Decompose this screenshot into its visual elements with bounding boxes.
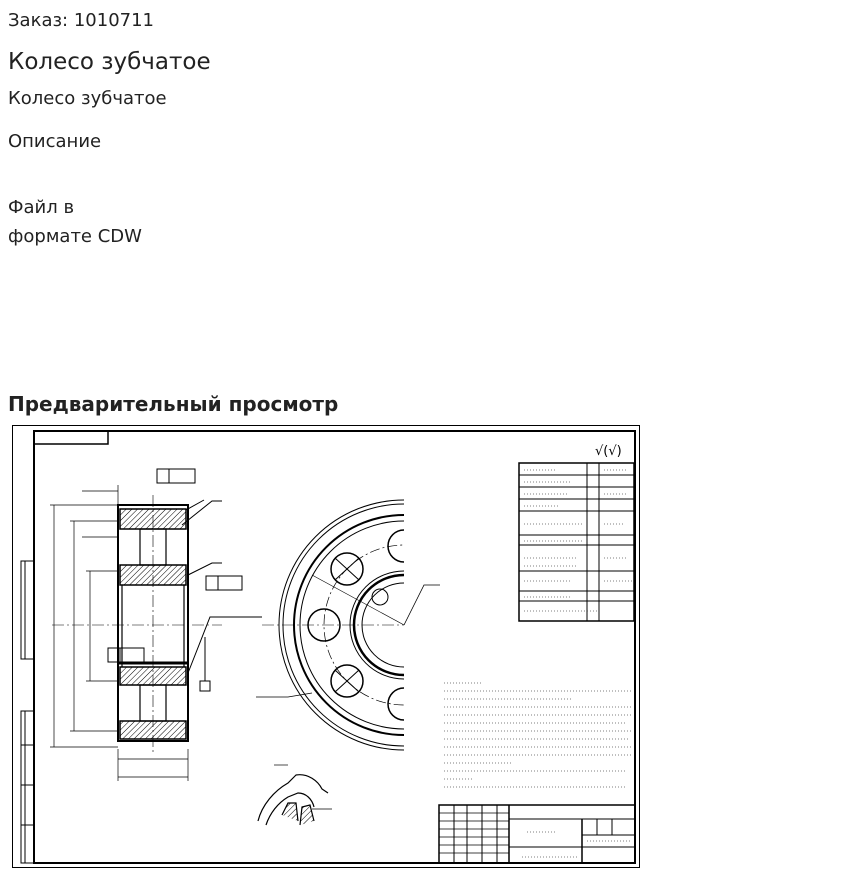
file-format-line-2: формате CDW xyxy=(8,226,142,247)
cad-drawing-svg xyxy=(12,425,640,868)
description-heading: Описание xyxy=(8,131,102,152)
order-label: Заказ: xyxy=(8,10,69,31)
file-format-line-1: Файл в xyxy=(8,197,75,218)
drawing-preview-image[interactable] xyxy=(12,425,640,868)
preview-heading: Предварительный просмотр xyxy=(8,392,339,416)
sheet-border xyxy=(13,426,640,868)
product-subtitle: Колесо зубчатое xyxy=(8,88,167,109)
file-format-info xyxy=(8,193,178,251)
order-number xyxy=(8,10,154,32)
page-title: Колесо зубчатое xyxy=(8,49,211,75)
roughness-symbol: √(√) xyxy=(595,444,622,459)
order-value: 1010711 xyxy=(73,10,155,31)
